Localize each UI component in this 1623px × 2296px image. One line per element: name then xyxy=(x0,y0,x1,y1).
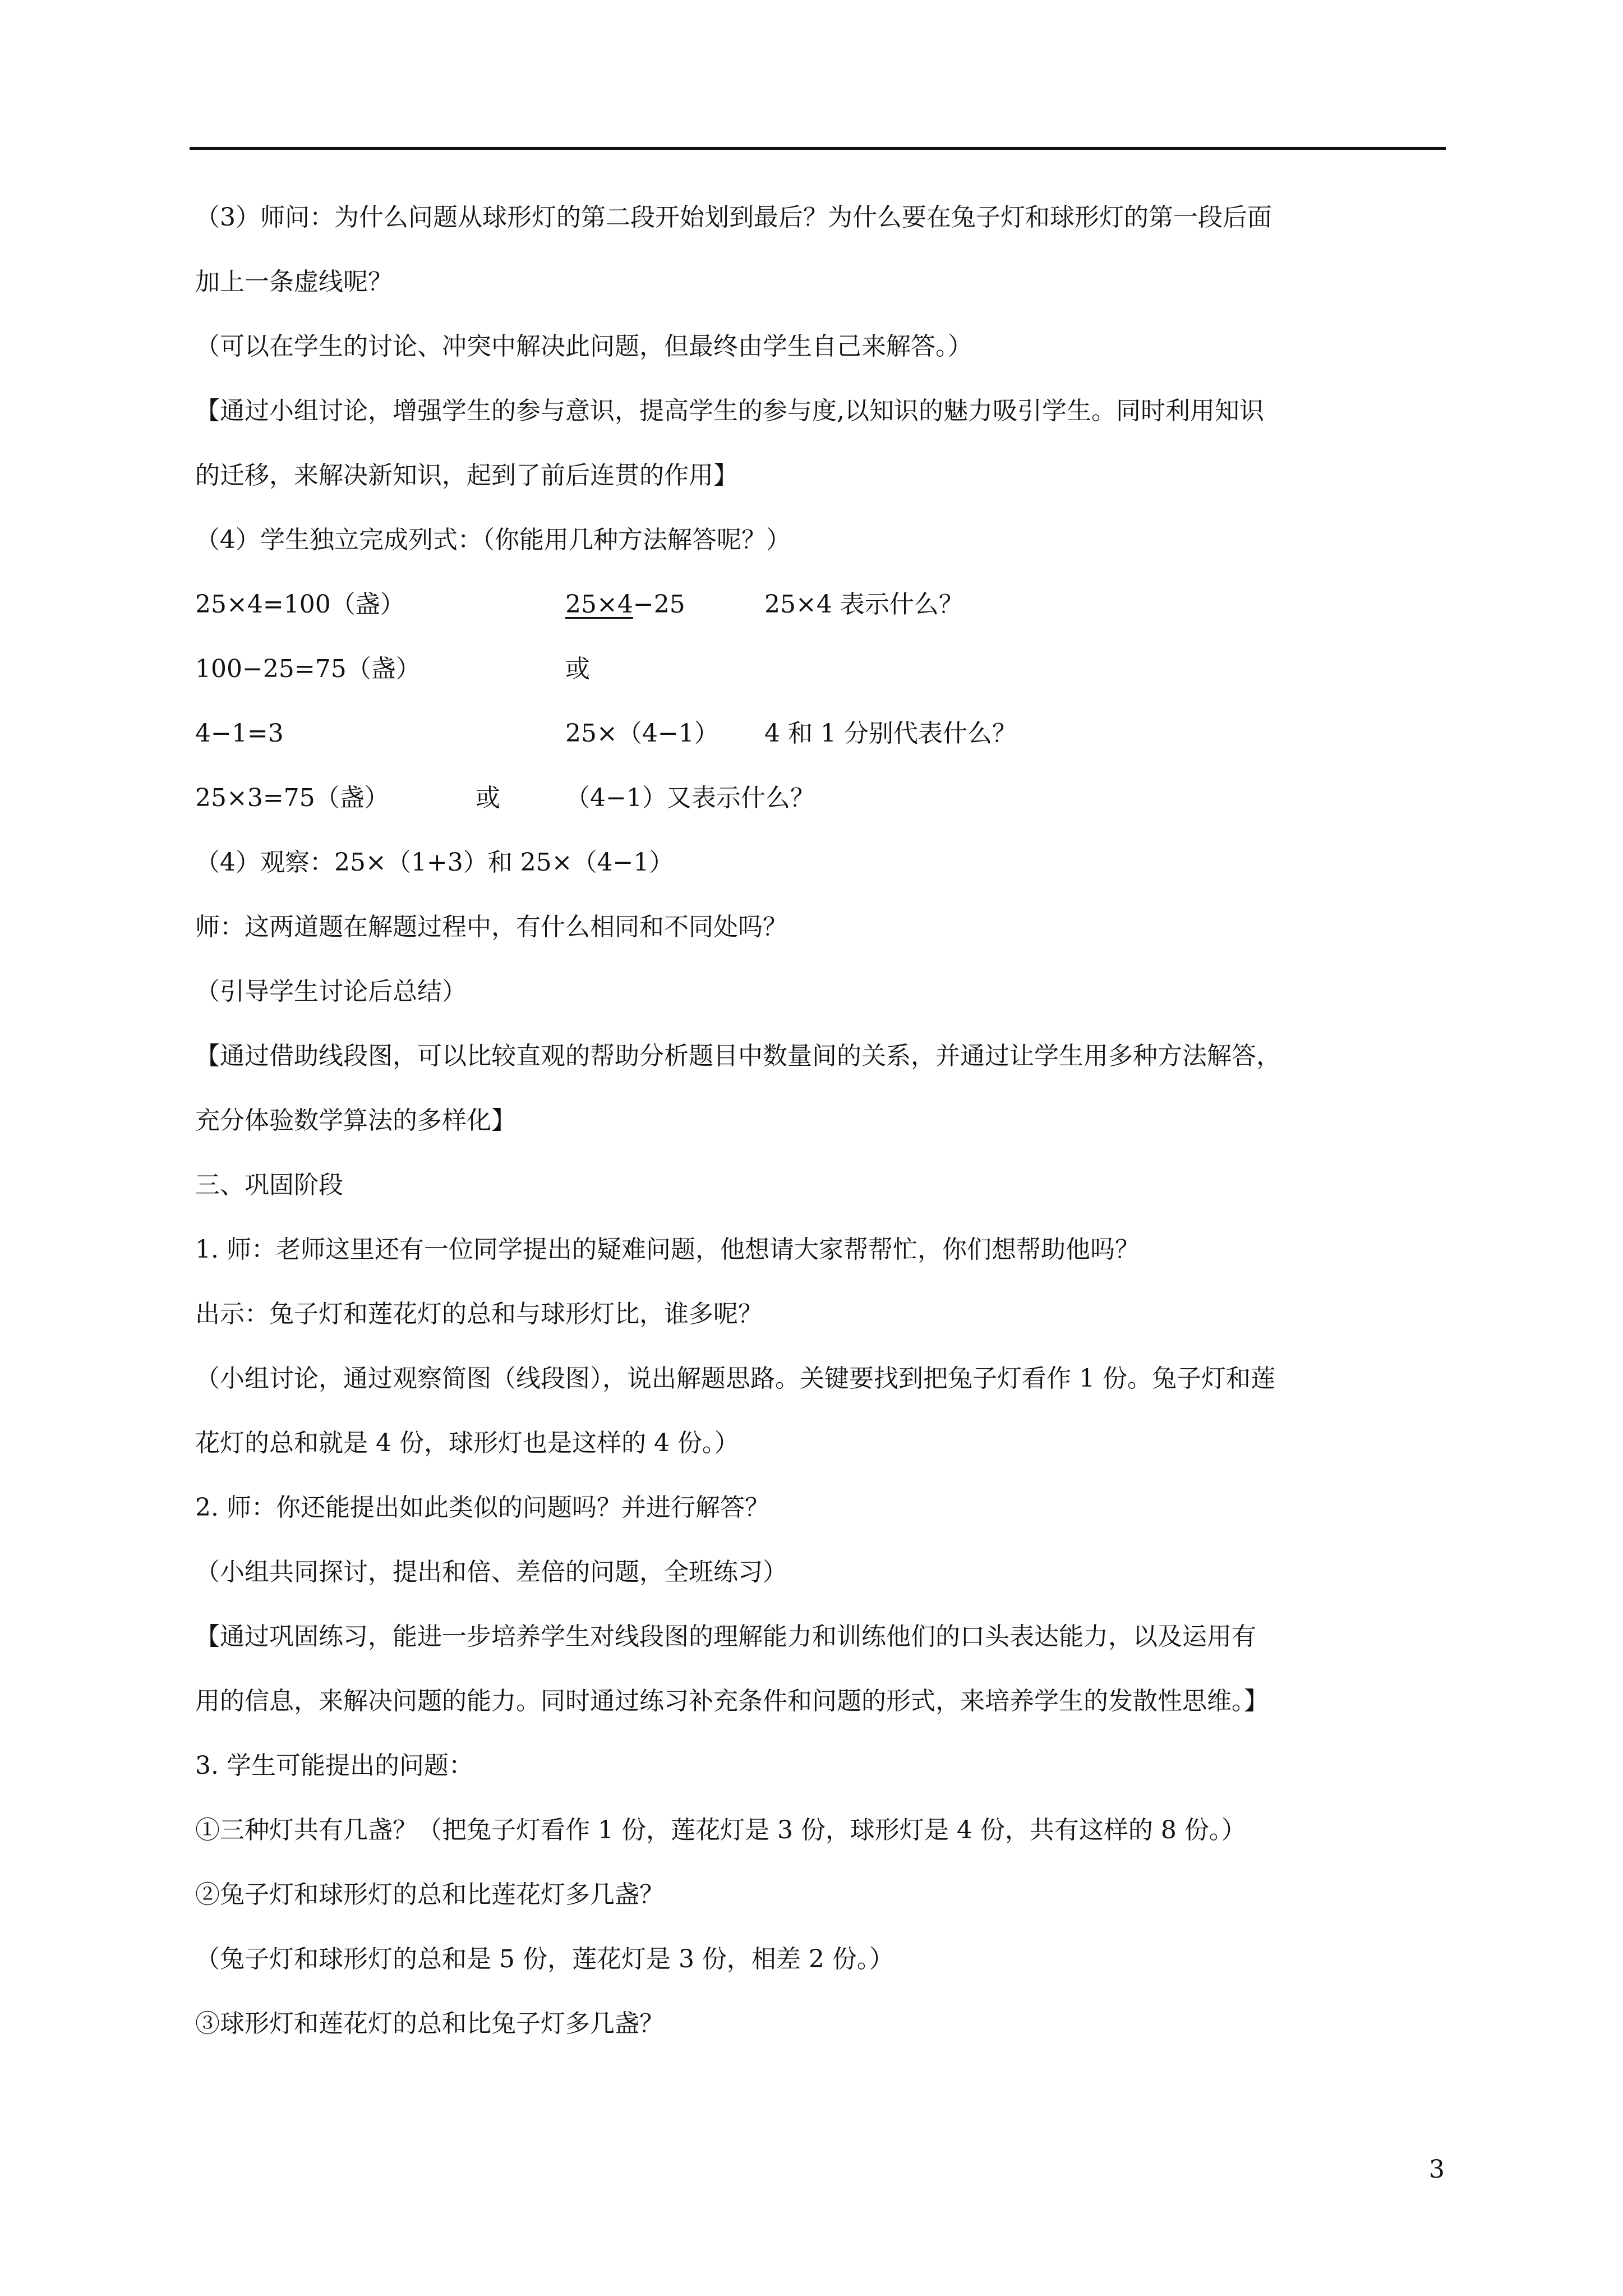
section-heading: 三、巩固阶段 xyxy=(195,1171,343,1199)
text-line: 用的信息，来解决问题的能力。同时通过练习补充条件和问题的形式，来培养学生的发散性思维。】 xyxy=(195,1687,1269,1715)
paragraph-line-diagram-note xyxy=(195,1041,1445,1136)
text-line: （可以在学生的讨论、冲突中解决此问题，但最终由学生自己来解答。） xyxy=(195,332,972,361)
calc-step: 4−1=3 xyxy=(195,719,284,748)
text-line: 【通过借助线段图，可以比较直观的帮助分析题目中数量间的关系，并通过让学生用多种方法解答， xyxy=(195,1042,1281,1070)
text-line: 【通过小组讨论，增强学生的参与意识，提高学生的参与度,以知识的魅力吸引学生。同时利用知识 xyxy=(195,397,1264,425)
expression-rest: −25 xyxy=(633,590,685,619)
paragraph-teacher-question xyxy=(195,202,1445,297)
text-line: 出示：兔子灯和莲花灯的总和与球形灯比，谁多呢？ xyxy=(195,1300,763,1328)
calc-or: 或 xyxy=(476,784,500,812)
paragraph-consolidation-note xyxy=(195,1621,1445,1717)
calc-step: 25×4=100（盏） xyxy=(195,590,405,619)
list-item: ③球形灯和莲花灯的总和比兔子灯多几盏？ xyxy=(195,2009,664,2038)
calc-question: （4−1）又表示什么？ xyxy=(565,784,815,812)
text-line: 加上一条虚线呢？ xyxy=(195,268,393,296)
text-line: 【通过巩固练习，能进一步培养学生对线段图的理解能力和训练他们的口头表达能力，以及运用有 xyxy=(195,1622,1256,1651)
calc-or: 或 xyxy=(565,655,590,683)
text-line: 师：这两道题在解题过程中，有什么相同和不同处吗？ xyxy=(195,913,787,941)
paragraph-group-discussion xyxy=(195,1363,1445,1458)
list-item: ①三种灯共有几盏？（把兔子灯看作 1 份，莲花灯是 3 份，球形灯是 4 份，共有这样的 8 份。） xyxy=(195,1816,1246,1844)
calc-expression xyxy=(565,589,764,620)
text-line: （4）学生独立完成列式：（你能用几种方法解答呢？） xyxy=(195,526,791,554)
calc-row xyxy=(195,783,1445,813)
list-item: ②兔子灯和球形灯的总和比莲花灯多几盏？ xyxy=(195,1880,664,1909)
calc-expression: 25×（4−1） xyxy=(565,719,719,748)
document-body xyxy=(195,202,1445,2073)
text-line: 3. 学生可能提出的问题： xyxy=(195,1751,473,1780)
calc-step: 25×3=75（盏） xyxy=(195,784,389,812)
text-line: 充分体验数学算法的多样化】 xyxy=(195,1106,516,1135)
paragraph-group-discussion-note xyxy=(195,395,1445,491)
calc-question: 25×4 表示什么？ xyxy=(764,590,963,619)
calc-step: 100−25=75（盏） xyxy=(195,655,421,683)
header-rule xyxy=(190,147,1446,150)
text-line: （4）观察：25×（1+3）和 25×（4−1） xyxy=(195,848,674,877)
calc-row xyxy=(195,718,1445,749)
text-line: 1. 师：老师这里还有一位同学提出的疑难问题，他想请大家帮帮忙，你们想帮助他吗？ xyxy=(195,1235,1140,1264)
text-line: （兔子灯和球形灯的总和是 5 份，莲花灯是 3 份，相差 2 份。） xyxy=(195,1945,894,1973)
text-line: 花灯的总和就是 4 份，球形灯也是这样的 4 份。） xyxy=(195,1429,739,1457)
calc-row xyxy=(195,654,1445,684)
calc-question: 4 和 1 分别代表什么？ xyxy=(764,719,1017,748)
page-number: 3 xyxy=(1429,2155,1445,2184)
underlined-term: 25×4 xyxy=(565,590,633,619)
calc-row xyxy=(195,589,1445,620)
text-line: （引导学生讨论后总结） xyxy=(195,977,467,1006)
text-line: 2. 师：你还能提出如此类似的问题吗？并进行解答？ xyxy=(195,1493,769,1522)
text-line: （小组讨论，通过观察简图（线段图），说出解题思路。关键要找到把兔子灯看作 1 份。兔子灯和莲 xyxy=(195,1364,1275,1393)
text-line: （3）师问：为什么问题从球形灯的第二段开始划到最后？为什么要在兔子灯和球形灯的第一段后面 xyxy=(195,203,1272,232)
text-line: 的迁移，来解决新知识，起到了前后连贯的作用】 xyxy=(195,461,738,490)
text-line: （小组共同探讨，提出和倍、差倍的问题，全班练习） xyxy=(195,1558,787,1586)
